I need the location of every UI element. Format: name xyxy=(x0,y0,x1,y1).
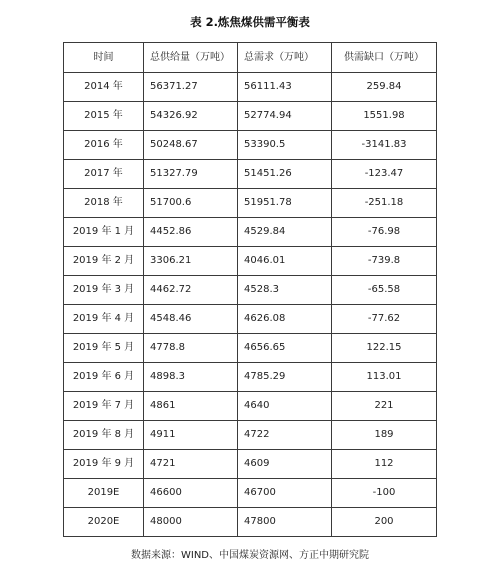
cell-time: 2019 年 1 月 xyxy=(64,218,144,247)
cell-time: 2019 年 3 月 xyxy=(64,276,144,305)
cell-demand: 4626.08 xyxy=(238,305,332,334)
cell-demand: 4722 xyxy=(238,421,332,450)
cell-gap: 259.84 xyxy=(332,73,437,102)
cell-demand: 4640 xyxy=(238,392,332,421)
cell-gap: 112 xyxy=(332,450,437,479)
table-row xyxy=(64,131,437,160)
cell-time: 2017 年 xyxy=(64,160,144,189)
cell-supply: 54326.92 xyxy=(144,102,238,131)
cell-time: 2019 年 6 月 xyxy=(64,363,144,392)
cell-time: 2015 年 xyxy=(64,102,144,131)
cell-supply: 4911 xyxy=(144,421,238,450)
cell-supply: 4861 xyxy=(144,392,238,421)
table-row xyxy=(64,189,437,218)
cell-supply: 51327.79 xyxy=(144,160,238,189)
cell-supply: 4462.72 xyxy=(144,276,238,305)
cell-supply: 50248.67 xyxy=(144,131,238,160)
cell-gap: -739.8 xyxy=(332,247,437,276)
cell-gap: 122.15 xyxy=(332,334,437,363)
cell-demand: 47800 xyxy=(238,508,332,537)
cell-time: 2020E xyxy=(64,508,144,537)
cell-time: 2019 年 7 月 xyxy=(64,392,144,421)
table-title: 表 2.炼焦煤供需平衡表 xyxy=(190,15,310,29)
cell-time: 2018 年 xyxy=(64,189,144,218)
table-row xyxy=(64,479,437,508)
data-source-note: 数据来源：WIND、中国煤炭资源网、方正中期研究院 xyxy=(130,550,370,561)
table-row xyxy=(64,421,437,450)
header-total-demand: 总需求（万吨） xyxy=(238,43,332,73)
cell-gap: -3141.83 xyxy=(332,131,437,160)
cell-time: 2019 年 5 月 xyxy=(64,334,144,363)
cell-gap: 1551.98 xyxy=(332,102,437,131)
cell-supply: 51700.6 xyxy=(144,189,238,218)
cell-demand: 4046.01 xyxy=(238,247,332,276)
cell-supply: 4721 xyxy=(144,450,238,479)
table-row xyxy=(64,276,437,305)
cell-gap: -76.98 xyxy=(332,218,437,247)
cell-supply: 3306.21 xyxy=(144,247,238,276)
cell-demand: 4528.3 xyxy=(238,276,332,305)
cell-gap: 113.01 xyxy=(332,363,437,392)
header-total-supply: 总供给量（万吨） xyxy=(144,43,238,73)
table-header-row xyxy=(64,43,437,73)
cell-demand: 51951.78 xyxy=(238,189,332,218)
cell-time: 2019 年 8 月 xyxy=(64,421,144,450)
cell-supply: 46600 xyxy=(144,479,238,508)
cell-demand: 4656.65 xyxy=(238,334,332,363)
cell-supply: 4778.8 xyxy=(144,334,238,363)
cell-demand: 4785.29 xyxy=(238,363,332,392)
cell-supply: 4898.3 xyxy=(144,363,238,392)
table-row xyxy=(64,73,437,102)
cell-time: 2019 年 4 月 xyxy=(64,305,144,334)
cell-demand: 52774.94 xyxy=(238,102,332,131)
cell-gap: 200 xyxy=(332,508,437,537)
cell-supply: 48000 xyxy=(144,508,238,537)
cell-gap: 221 xyxy=(332,392,437,421)
header-time: 时间 xyxy=(64,43,144,73)
cell-demand: 46700 xyxy=(238,479,332,508)
header-supply-gap: 供需缺口（万吨） xyxy=(332,43,437,73)
cell-gap: -100 xyxy=(332,479,437,508)
cell-gap: -65.58 xyxy=(332,276,437,305)
cell-gap: -123.47 xyxy=(332,160,437,189)
table-row xyxy=(64,363,437,392)
cell-gap: 189 xyxy=(332,421,437,450)
cell-supply: 4452.86 xyxy=(144,218,238,247)
cell-demand: 56111.43 xyxy=(238,73,332,102)
table-row xyxy=(64,218,437,247)
cell-demand: 4609 xyxy=(238,450,332,479)
table-row xyxy=(64,247,437,276)
cell-demand: 53390.5 xyxy=(238,131,332,160)
table-row xyxy=(64,102,437,131)
cell-time: 2019 年 2 月 xyxy=(64,247,144,276)
table-row xyxy=(64,160,437,189)
cell-demand: 4529.84 xyxy=(238,218,332,247)
cell-time: 2019E xyxy=(64,479,144,508)
table-row xyxy=(64,392,437,421)
table-row xyxy=(64,305,437,334)
table-row xyxy=(64,450,437,479)
table-row xyxy=(64,508,437,537)
cell-time: 2014 年 xyxy=(64,73,144,102)
cell-gap: -251.18 xyxy=(332,189,437,218)
cell-gap: -77.62 xyxy=(332,305,437,334)
table-row xyxy=(64,334,437,363)
cell-demand: 51451.26 xyxy=(238,160,332,189)
cell-time: 2016 年 xyxy=(64,131,144,160)
cell-supply: 56371.27 xyxy=(144,73,238,102)
cell-time: 2019 年 9 月 xyxy=(64,450,144,479)
cell-supply: 4548.46 xyxy=(144,305,238,334)
supply-demand-table xyxy=(63,42,437,537)
